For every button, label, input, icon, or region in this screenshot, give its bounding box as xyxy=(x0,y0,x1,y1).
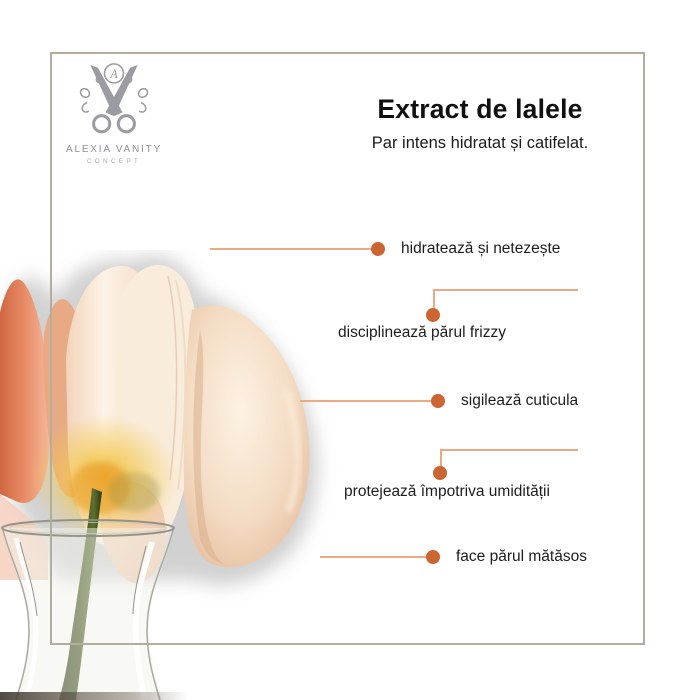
scissors-handle xyxy=(94,116,110,132)
connector-line xyxy=(433,289,578,291)
flower-glow-olive xyxy=(108,472,160,512)
logo-swirl xyxy=(82,103,88,112)
bullet-dot xyxy=(371,242,385,256)
monogram-bottom-letter: C xyxy=(110,105,118,117)
connector-line xyxy=(320,556,426,558)
feature-label: protejează împotriva umidității xyxy=(344,483,550,500)
scissors-logo-icon xyxy=(76,60,152,140)
page-subtitle: Par intens hidratat și catifelat. xyxy=(371,134,589,152)
feature-label: face părul mătăsos xyxy=(456,548,587,565)
tulip-photo xyxy=(0,250,340,700)
feature-label: hidratează și netezește xyxy=(401,240,561,257)
brand-tagline: CONCEPT xyxy=(86,158,142,165)
photo-bottom-shadow xyxy=(0,692,188,700)
bullet-dot xyxy=(426,308,440,322)
connector-line xyxy=(440,449,578,451)
connector-line xyxy=(300,400,431,402)
feature-row xyxy=(320,550,587,564)
logo-swirl xyxy=(80,89,89,98)
feature-label: disciplinează părul frizzy xyxy=(338,324,506,341)
brand-logo xyxy=(64,60,164,165)
feature-row xyxy=(210,242,560,256)
feature-row xyxy=(300,394,578,408)
bullet-dot xyxy=(426,550,440,564)
scissors-handle xyxy=(118,116,134,132)
monogram-top-letter: A xyxy=(110,67,118,82)
brand-name: ALEXIA VANITY xyxy=(65,144,163,155)
logo-swirl xyxy=(139,89,148,98)
logo-swirl xyxy=(140,103,146,112)
header xyxy=(320,94,640,153)
feature-label: sigilează cuticula xyxy=(461,392,579,409)
bullet-dot xyxy=(433,466,447,480)
connector-line xyxy=(210,248,371,250)
bullet-dot xyxy=(431,394,445,408)
connector-line xyxy=(433,289,435,310)
page-title: Extract de lalele xyxy=(377,94,583,124)
